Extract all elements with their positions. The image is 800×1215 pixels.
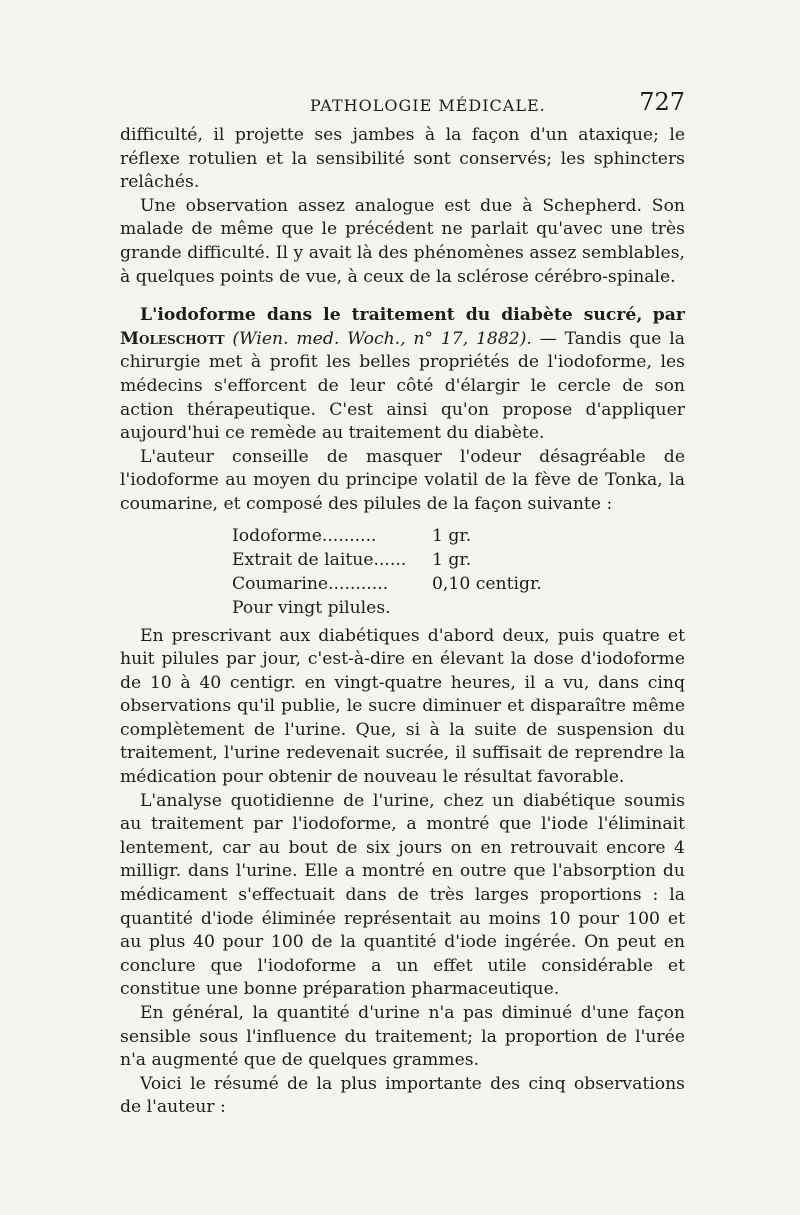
paragraph-general: En général, la quantité d'urine n'a pas diminué d'une façon sensible sous l'influence du traitement; la proportion de l'urée n'a augmenté que de quelques grammes. [120,1003,685,1071]
paragraph-auteur-conseille: L'auteur conseille de masquer l'odeur désagréable de l'iodoforme au moyen du principe volatil de la fève de Tonka, la coumarine, et composé des pilules de la façon suivante : [120,446,685,514]
section-reference: (Wien. med. Woch., n° 17, 1882). [232,328,532,349]
formula-ingredient: Coumarine........... [232,573,389,594]
formula-ingredient: Iodoforme.......... [232,525,377,546]
formula-row [232,548,685,572]
formula-quantity: 1 gr. [432,525,472,546]
formula-quantity: 0,10 centigr. [432,573,542,594]
paragraph-resume: Voici le résumé de la plus importante des cinq observations de l'auteur : [120,1073,685,1118]
body-text [120,124,685,1120]
page-number: 727 [639,88,685,116]
section-title-par: par [652,305,685,326]
section-iodoforme [120,304,685,446]
formula-quantity: 1 gr. [432,549,472,570]
formula-note: Pour vingt pilules. [232,597,391,618]
section-body: — Tandis que la chirurgie met à profit les belles propriétés de l'iodoforme, les médecins s'efforcent de leur côté d'élargir le cercle de son action thérapeutique. C'est ainsi qu'on propose d'appliquer aujourd'hui ce remède au traitement du diabète. [120,328,685,444]
prescription-formula [232,524,685,620]
paragraph-continuation: difficulté, il projette ses jambes à la façon d'un ataxique; le réflexe rotulien et la sensibilité sont conservés; les sphincters relâchés. [120,125,685,193]
running-title: PATHOLOGIE MÉDICALE. [310,96,546,115]
section-title: L'iodoforme dans le traitement du diabète sucré, [140,305,643,326]
page-header [120,88,685,124]
paragraph-prescrivant: En prescrivant aux diabétiques d'abord deux, puis quatre et huit pilules par jour, c'est-à-dire en élevant la dose d'iodoforme de 10 à 40 centigr. en vingt-quatre heures, il a vu, dans cinq observations qu'il publie, le sucre diminuer et disparaître même complètement de l'urine. Que, si à la suite de suspension du traitement, l'urine redevenait sucrée, il suffisait de reprendre la médication pour obtenir de nouveau le résultat favorable. [120,625,685,788]
paragraph-schepherd: Une observation assez analogue est due à Schepherd. Son malade de même que le précédent ne parlait qu'avec une très grande difficulté. Il y avait là des phénomènes assez semblables, à quelques points de vue, à ceux de la sclérose cérébro-spinale. [120,195,685,287]
paragraph-analyse: L'analyse quotidienne de l'urine, chez un diabétique soumis au traitement par l'iodoforme, a montré que l'iode l'éliminait lentement, car au bout de six jours on en retrouvait encore 4 milligr. dans l'urine. Elle a montré en outre que l'absorption du médicament s'effectuait dans de très larges proportions : la quantité d'iode éliminée représentait au moins 10 pour 100 et au plus 40 pour 100 de la quantité d'iode ingérée. On peut en conclure que l'iodoforme a un effet utile considérable et constitue une bonne préparation pharmaceutique. [120,790,685,1000]
section-author: Moleschott [120,328,225,349]
formula-ingredient: Extrait de laitue...... [232,549,407,570]
formula-row [232,572,685,596]
formula-row [232,524,685,548]
